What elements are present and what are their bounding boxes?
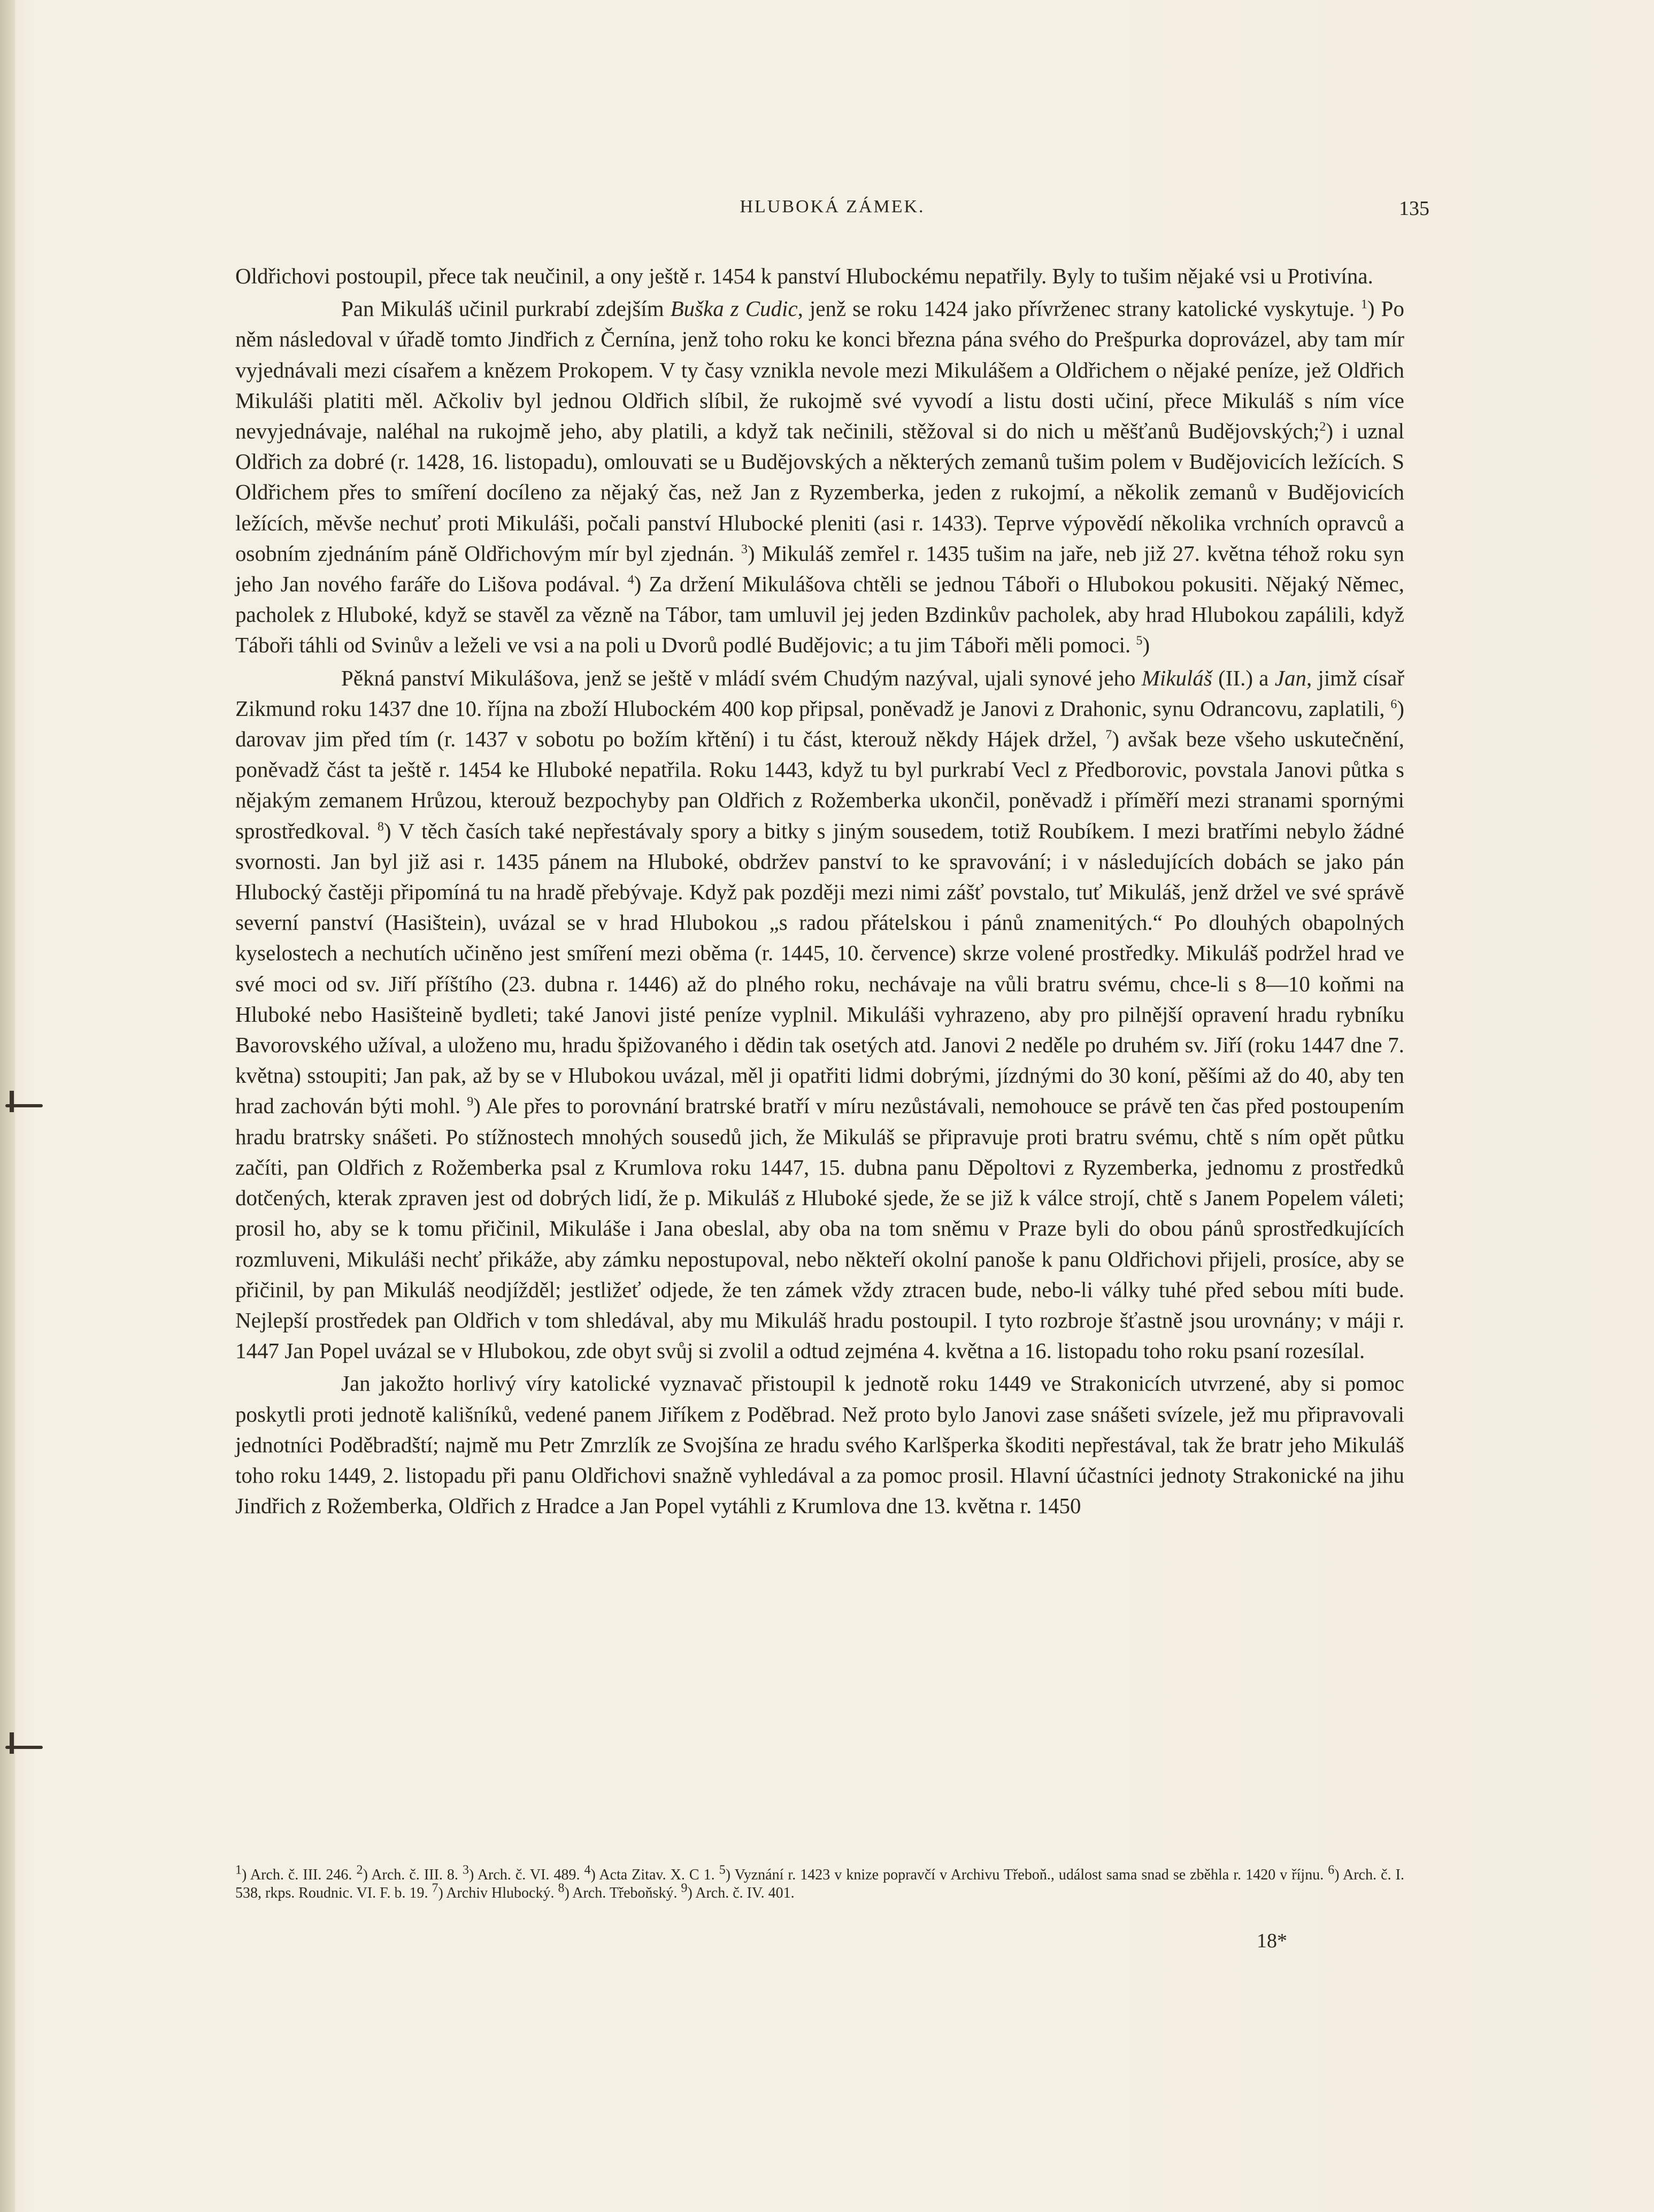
footnote-text: ) Vyznání r. 1423 v knize popravčí v Archivu Třeboň., událost sama snad se zběhla r. 1420 v říjnu. bbox=[725, 1867, 1328, 1883]
footnote-text: ) Arch. č. I. 538, rkps. Roudnic. VI. F. b. 19. bbox=[235, 1867, 1404, 1901]
signature-mark: 18* bbox=[1257, 1930, 1287, 1952]
paragraph-text: ) V těch časích také nepřestávaly spory a bitky s jiným sousedem, totiž Roubíkem. I mezi bratřími nebylo žádné svornosti. Jan byl již asi r. 1435 pánem na Hluboké, obdržev panství to ke spravování; i v následujících dobách se jako pán Hlubocký častěji připomíná tu na hradě přebývaje. Když pak později mezi nimi zášť povstalo, tuť Mikuláš, jenž držel ve své správě severní panství (Hasištein), uvázal se v hrad Hlubokou „s radou přátelskou i pánů znamenitých.“ Po dlouhých obapolných kyselostech a nechutích učiněno jest smíření mezi oběma (r. 1445, 10. července) skrze volené prostředky. Mikuláš podržel hrad ve své moci od sv. Jiří příštího (23. dubna r. 1446) až do plného roku, nechávaje na vůli bratru svému, chce-li s 8—10 koňmi na Hluboké nebo Hasišteině bydleti; také Janovi jisté peníze vyplnil. Mikuláši vyhrazeno, aby pro pilnější opravení hradu rybníku Bavorovského užíval, a uloženo mu, hradu špižovaného i dědin tak osetých atd. Janovi 2 neděle po druhém sv. Jiří (roku 1447 dne 7. května) sstoupiti; Jan pak, až by se v Hlubokou uvázal, měl ji opatřiti lidmi dobrými, jízdnými do 30 koní, pěšími až do 40, aby ten hrad zachován býti mohl. bbox=[235, 818, 1405, 1119]
paragraph-text: Pan Mikuláš učinil purkrabí zdejším bbox=[341, 296, 671, 321]
paragraph-text: ) Ale přes to porovnání bratrské bratří v míru nezůstávali, nemohouce se právě ten čas před postoupením hradu bratrsky snášeti. Po stížnostech mnohých sousedů jich, že Mikuláš se připravuje proti bratru svému, chtě s ním opět půtku začíti, pan Oldřich z Rožemberka psal z Krumlova roku 1447, 15. dubna panu Děpoltovi z Ryzemberka, jednomu z prostředků dotčených, kterak zpraven jest od dobrých lidí, že p. Mikuláš z Hluboké sjede, že se již k válce strojí, chtě s Janem Popelem váleti; prosil ho, aby se k tomu přičinil, Mikuláše i Jana obeslal, aby oba na tom sněmu v Praze byli do obou pánů sprostředkujících rozmluveni, Mikuláši nechť přikáže, aby zámku nepostupoval, nebo někteří okolní panoše k panu Oldřichovi přijeli, prosíce, aby se přičinil, by pan Mikuláš neodjížděl; jestližeť odjede, že ten zámek vždy ztracen bude, nebo-li války tuhé před sebou míti bude. Nejlepší prostředek pan Oldřich v tom shledával, aby mu Mikuláš hradu postoupil. I tyto rozbroje šťastně jsou urovnány; v máji r. 1447 Jan Popel uvázal se v Hlubokou, zde obyt svůj si zvolil a odtud zejména 4. května a 16. listopadu toho roku psaní rozesílal. bbox=[235, 1093, 1404, 1363]
footnote-reference: 6 bbox=[1390, 697, 1397, 712]
paragraph-text: , jimž císař Zikmund roku 1437 dne 10. října na zboží Hlubockém 400 kop připsal, poněvadž je Janovi z Drahonic, synu Odrancovu, zaplatili, bbox=[235, 665, 1405, 721]
paragraph-text: ) darovav jim před tím (r. 1437 v sobotu po božím křtění) i tu část, kterouž někdy Hájek držel, bbox=[235, 696, 1404, 752]
paragraph-text: ) bbox=[1142, 633, 1150, 658]
paragraph-text: Jan jakožto horlivý víry katolické vyznavač přistoupil k jednotě roku 1449 ve Strakonicích utvrzené, aby si pomoc poskytli proti jednotě kališníků, vedené panem Jiříkem z Poděbrad. Než proto bylo Janovi zase snášeti svízele, jež mu připravovali jednotníci Poděbradští; najmě mu Petr Zmrzlík ze Svojšína ze hradu svého Karlšperka škoditi nepřestával, tak že bratr jeho Mikuláš toho roku 1449, 2. listopadu při panu Oldřichovi snažně vyhledával a za pomoc prosil. Hlavní účastníci jednoty Strakonické na jihu Jindřich z Rožemberka, Oldřich z Hradce a Jan Popel vytáhli z Krumlova dne 13. května r. 1450 bbox=[235, 1371, 1404, 1519]
footnote-text: ) Arch. Třeboňský. bbox=[564, 1885, 681, 1901]
footnote-reference: 8 bbox=[377, 820, 384, 834]
footnote bbox=[356, 1863, 463, 1883]
footnote-mark: 8 bbox=[558, 1881, 565, 1895]
italic-name: Mikuláš bbox=[1141, 665, 1212, 690]
footnote-reference: 3 bbox=[741, 542, 748, 557]
paragraph-text: ) avšak beze všeho uskutečnění, poněvadž část ta ještě r. 1454 ke Hluboké nepatřila. Roku 1443, když tu byl purkrabí Vecl z Předborovic, povstala Janovi půtka s nějakým zemanem Hrůzou, kterouž bezpochyby pan Oldřich z Rožemberka ukončil, poněvadž i příměří mezi stranami spornými sprostředkoval. bbox=[235, 727, 1404, 843]
footnote-text: ) Arch. č. VI. 489. bbox=[468, 1867, 584, 1883]
paragraph-text: (II.) a bbox=[1212, 665, 1275, 690]
footnote-mark: 2 bbox=[356, 1863, 363, 1877]
footnote-text: ) Acta Zitav. X. C 1. bbox=[590, 1867, 719, 1883]
body-text bbox=[235, 261, 1404, 1523]
footnote bbox=[235, 1863, 357, 1883]
margin-tab-marker-stem bbox=[10, 1091, 14, 1112]
paragraph-text: ) Po něm následoval v úřadě tomto Jindřich z Černína, jenž toho roku ke konci března pána svého do Prešpurka doprovázel, aby tam mír vyjednávali mezi císařem a knězem Prokopem. V ty časy vznikla nevole mezi Mikulášem a Oldřichem o nějaké peníze, jež Oldřich Mikuláši platiti měl. Ačkoliv byl jednou Oldřich slíbil, že rukojmě své vyvodí a listu dosti učiní, přece Mikuláš s ním více nevyjednávaje, naléhal na rukojmě jeho, aby platili, a když tak nečinili, stěžoval si do nich u měšťanů Budějovských; bbox=[235, 296, 1404, 444]
paragraph-text: Pěkná panství Mikulášova, jenž se ještě v mládí svém Chudým nazýval, ujali synové jeho bbox=[341, 665, 1142, 690]
footnote bbox=[432, 1881, 558, 1901]
page-number: 135 bbox=[1399, 197, 1429, 220]
margin-tab-marker-stem bbox=[10, 1732, 14, 1754]
footnote bbox=[584, 1863, 719, 1883]
footnotes bbox=[235, 1863, 1404, 1902]
footnote-reference: 7 bbox=[1105, 728, 1112, 742]
footnote-mark: 6 bbox=[1328, 1863, 1335, 1877]
footnote-reference: 4 bbox=[627, 573, 634, 587]
footnote-mark: 1 bbox=[235, 1863, 242, 1877]
footnote-text: ) Arch. č. IV. 401. bbox=[687, 1885, 795, 1901]
page-header bbox=[235, 197, 1429, 229]
footnote bbox=[462, 1863, 584, 1883]
footnote-mark: 3 bbox=[462, 1863, 469, 1877]
paragraph bbox=[235, 294, 1404, 660]
footnote-mark: 9 bbox=[681, 1881, 688, 1895]
footnote-reference: 5 bbox=[1136, 634, 1143, 648]
footnote bbox=[719, 1863, 1328, 1883]
footnote-text: ) Archiv Hlubocký. bbox=[438, 1885, 558, 1901]
footnote bbox=[558, 1881, 681, 1901]
footnote-reference: 1 bbox=[1361, 297, 1368, 312]
paragraph bbox=[235, 261, 1404, 291]
footnote-mark: 4 bbox=[584, 1863, 591, 1877]
footnote-text: ) Arch. č. III. 8. bbox=[363, 1867, 463, 1883]
paragraph-text: Oldřichovi postoupil, přece tak neučinil, a ony ještě r. 1454 k panství Hlubockému nepatřily. Byly to tušim nějaké vsi u Protivína. bbox=[235, 264, 1373, 288]
italic-name: Jan bbox=[1274, 665, 1306, 690]
paragraph bbox=[235, 663, 1404, 1367]
paragraph bbox=[235, 1368, 1404, 1521]
footnote-reference: 2 bbox=[1319, 420, 1326, 434]
running-title: HLUBOKÁ ZÁMEK. bbox=[740, 197, 925, 217]
footnote bbox=[681, 1881, 795, 1901]
paragraph-text: ) Mikuláš zemřel r. 1435 tušim na jaře, neb již 27. května téhož roku syn jeho Jan nového faráře do Lišova podával. bbox=[235, 541, 1404, 597]
italic-name: Buška z Cudic bbox=[670, 296, 798, 321]
paragraph-text: ) Za držení Mikulášova chtěli se jednou Táboři o Hlubokou pokusiti. Nějaký Němec, pacholek z Hluboké, když se stavěl za vězně na Tábor, tam umluvil jej jeden Bzdinkův pacholek, aby hrad Hlubokou zapálili, když Táboři táhli od Svinův a leželi ve vsi a na poli u Dvorů podlé Budějovic; a tu jim Táboři měli pomoci. bbox=[235, 572, 1404, 658]
footnote-reference: 9 bbox=[467, 1095, 474, 1109]
paragraph-text: , jenž se roku 1424 jako přívrženec strany katolické vyskytuje. bbox=[797, 296, 1361, 321]
footnote-mark: 5 bbox=[719, 1863, 726, 1877]
paragraph-text: ) i uznal Oldřich za dobré (r. 1428, 16. listopadu), omlouvati se u Budějovských a některých zemanů tušim polem v Budějovicích ležících. S Oldřichem přes to smíření docíleno za nějaký čas, než Jan z Ryzemberka, jeden z rukojmí, a několik zemanů v Budějovicích ležících, měvše nechuť proti Mikuláši, počali panství Hlubocké pleniti (asi r. 1433). Teprve výpovědí několika vrchních opravců a osobním zjednáním páně Oldřichovým mír byl zjednán. bbox=[235, 419, 1404, 566]
footnote-mark: 7 bbox=[432, 1881, 438, 1895]
footnote-text: ) Arch. č. III. 246. bbox=[242, 1867, 357, 1883]
